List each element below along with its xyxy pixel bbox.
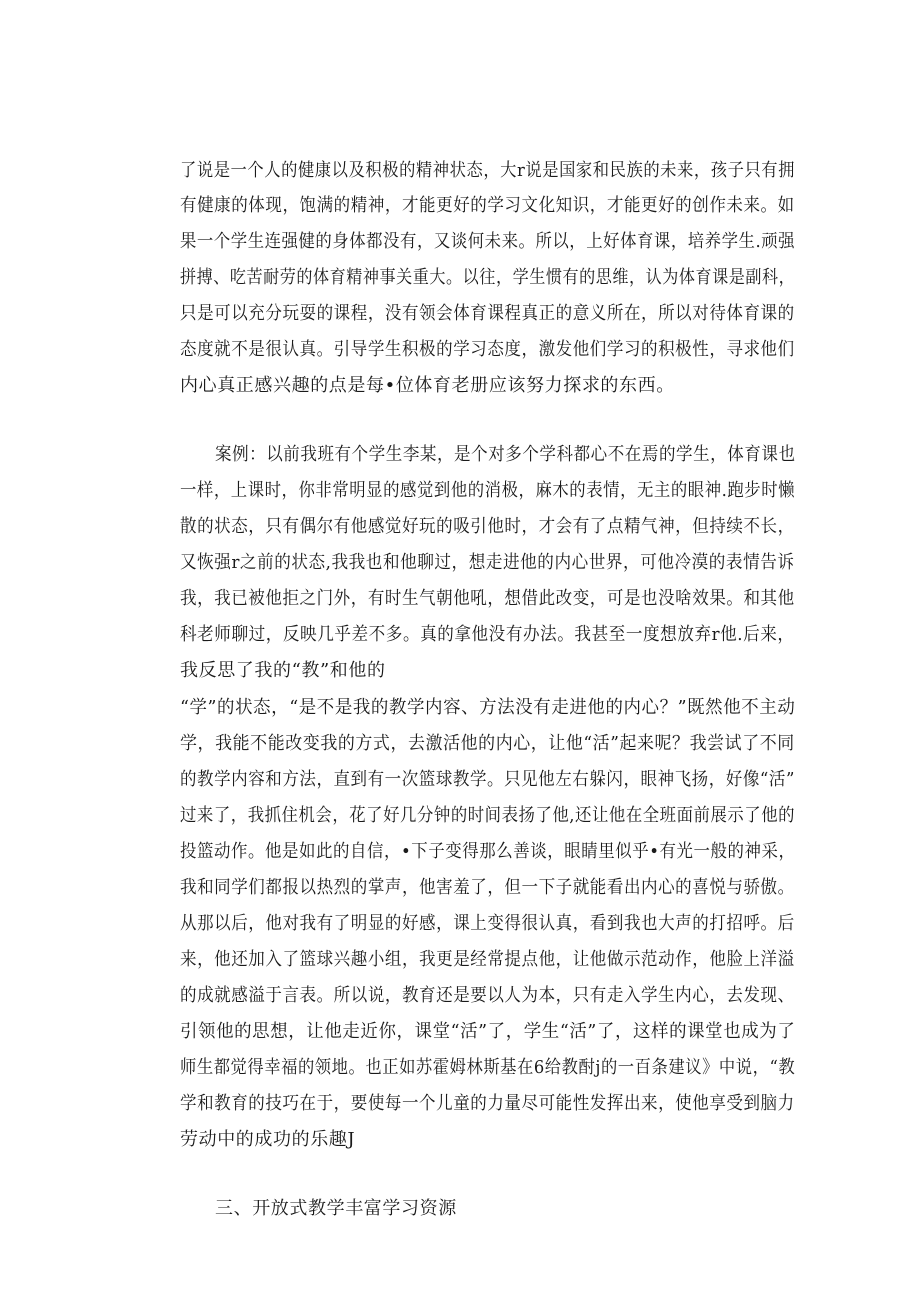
- text-line: 散的状态，只有偶尔有他感觉好玩的吸引他时，才会有了点精气神，但持续不长，: [180, 516, 795, 537]
- text-line: 师生都觉得幸福的领地。也正如苏霍姆林斯基在6给教酎j的一百条建议》中说，“教: [180, 1057, 796, 1078]
- text-line: 只是可以充分玩耍的课程，没有领会体育课程真正的意义所在，所以对待体育课的: [180, 303, 795, 324]
- section-heading: 三、开放式教学丰富学习资源: [215, 1198, 457, 1219]
- text-line: 科老师聊过，反映几乎差不多。真的拿他没有办法。我甚至一度想放弃r他.后来，: [180, 624, 795, 645]
- text-line: 学和教育的技巧在于，要使每一个儿童的力量尽可能性发挥出来，使他享受到脑力: [180, 1093, 795, 1114]
- text-line: 过来了，我抓住机会，花了好几分钟的时间表扬了他,还让他在全班面前展示了他的: [180, 805, 796, 826]
- text-line: 了说是一个人的健康以及积极的精神状态，大r说是国家和民族的未来，孩子只有拥: [180, 160, 796, 181]
- text-line: “学”的状态，“是不是我的教学内容、方法没有走进他的内心？”既然他不主动: [180, 697, 796, 718]
- text-line: 的教学内容和方法，直到有一次篮球教学。只见他左右躲闪，眼神飞扬，好像“活”: [180, 769, 795, 790]
- text-line: 我和同学们都报以热烈的掌声，他害羞了，但一下子就能看出内心的喜悦与骄傲。: [180, 877, 795, 898]
- text-line: 态度就不是很认真。引导学生积极的学习态度，激发他们学习的积极性，寻求他们: [180, 339, 795, 360]
- text-line: 内心真正感兴趣的点是每•位体育老册应该努力探求的东西。: [180, 375, 675, 396]
- text-line: 果一个学生连强健的身体都没有，又谈何未来。所以，上好体育课，培养学生.顽强: [180, 231, 796, 252]
- text-line: 拼搏、吃苦耐劳的体育精神事关重大。以往，学生惯有的思维，认为体育课是副科，: [180, 267, 796, 288]
- text-line: 学，我能不能改变我的方式，去激活他的内心，让他“活”起来呢？我尝试了不同: [180, 733, 795, 754]
- text-line: 一样，上课时，你非常明显的感觉到他的消极，麻木的表情，无主的眼神.跑步时懒: [180, 480, 796, 501]
- text-line: 引领他的思想，让他走近你，课堂“活”了，学生“活”了，这样的课堂也成为了: [180, 1021, 796, 1042]
- text-line: 案例：以前我班有个学生李某，是个对多个学科都心不在焉的学生，体育课也: [215, 444, 796, 465]
- text-line: 的成就感溢于言表。所以说，教育还是要以人为本，只有走入学生内心，去发现、: [180, 985, 795, 1006]
- text-line: 我反思了我的“教”和他的: [180, 660, 386, 681]
- text-line: 投篮动作。他是如此的自信，•下子变得那么善谈，眼睛里似乎•有光一般的神采，: [180, 841, 796, 862]
- text-line: 又恢强r之前的状态,我我也和他聊过，想走进他的内心世界，可他冷漠的表情告诉: [180, 552, 795, 573]
- text-line: 来，他还加入了篮球兴趣小组，我更是经常提点他，让他做示范动作，他脸上洋溢: [180, 949, 795, 970]
- text-line: 有健康的体现，饱满的精神，才能更好的学习文化知识，才能更好的创作未来。如: [180, 195, 795, 216]
- text-line: 劳动中的成功的乐趣J: [180, 1129, 356, 1150]
- text-line: 从那以后，他对我有了明显的好感，课上变得很认真，看到我也大声的打招呼。后: [180, 913, 795, 934]
- text-line: 我，我已被他拒之门外，有时生气朝他吼，想借此改变，可是也没啥效果。和其他: [180, 588, 795, 609]
